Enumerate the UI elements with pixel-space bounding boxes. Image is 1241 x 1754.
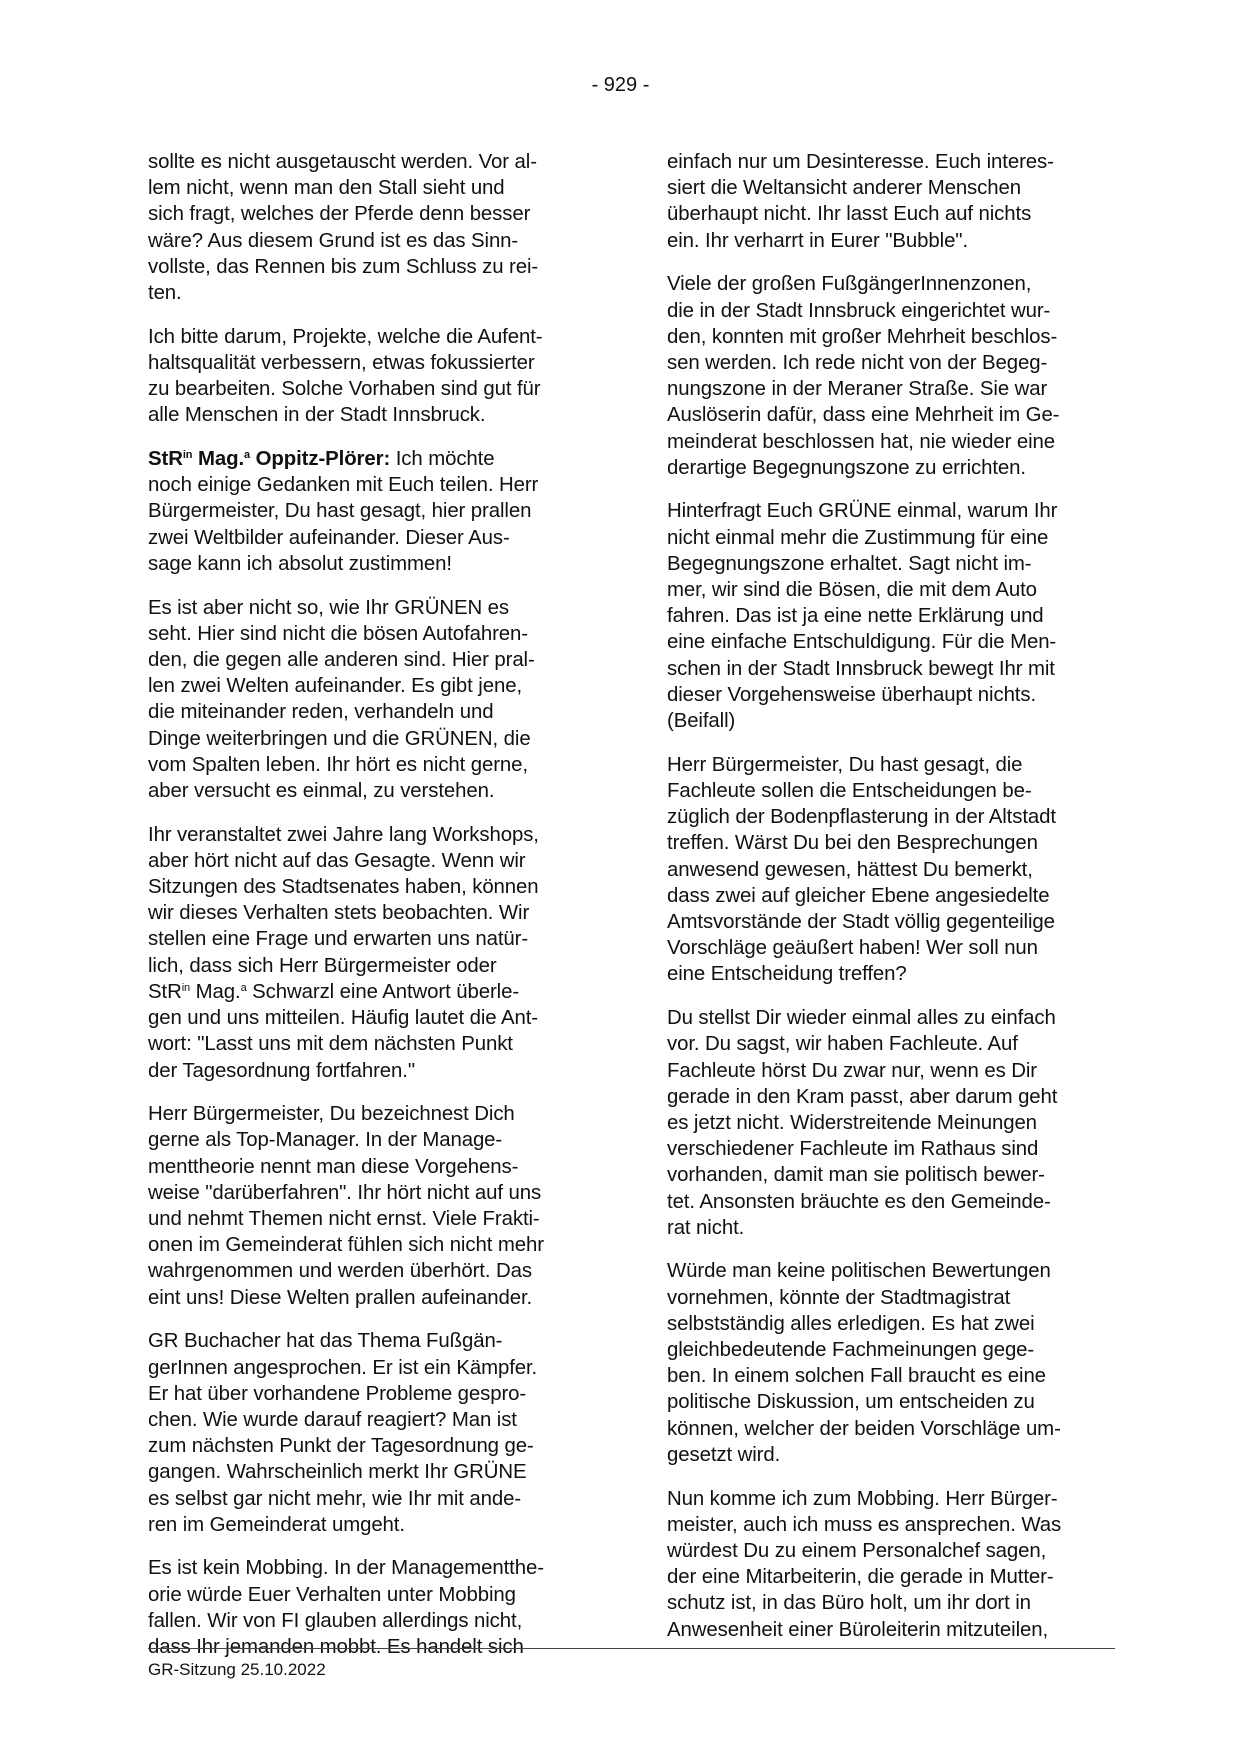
text-line: vor. Du sagst, wir haben Fachleute. Auf bbox=[667, 1033, 1018, 1056]
footer-session-date: GR-Sitzung 25.10.2022 bbox=[148, 1660, 326, 1679]
text-line: haltsqualität verbessern, etwas fokussierter bbox=[148, 351, 535, 374]
text-line: gerne als Top-Manager. In der Manage- bbox=[148, 1129, 503, 1152]
text-line: len zwei Welten aufeinander. Es gibt jene, bbox=[148, 675, 523, 698]
text-line: ten. bbox=[148, 282, 182, 305]
speaker-paragraph bbox=[148, 446, 601, 577]
text-line: Begegnungszone erhaltet. Sagt nicht im- bbox=[667, 552, 1032, 575]
text-line: zu bearbeiten. Solche Vorhaben sind gut für bbox=[148, 378, 541, 401]
text-line: fahren. Das ist ja eine nette Erklärung und bbox=[667, 605, 1044, 628]
text-line: zwei Weltbilder aufeinander. Dieser Aus- bbox=[148, 526, 510, 549]
text-line: Es ist kein Mobbing. In der Managementthe- bbox=[148, 1557, 544, 1580]
text-line: GR Buchacher hat das Thema Fußgän- bbox=[148, 1330, 503, 1353]
text-line: stellen eine Frage und erwarten uns natür- bbox=[148, 928, 529, 951]
text-line: fallen. Wir von FI glauben allerdings nicht, bbox=[148, 1609, 523, 1632]
text-line: ren im Gemeinderat umgeht. bbox=[148, 1513, 405, 1536]
paragraph bbox=[667, 271, 1120, 481]
text-line: sage kann ich absolut zustimmen! bbox=[148, 552, 452, 575]
text-line: der eine Mitarbeiterin, die gerade in Mutter- bbox=[667, 1566, 1054, 1589]
text-line: gerade in den Kram passt, aber darum geht bbox=[667, 1085, 1058, 1108]
text-line: Ich bitte darum, Projekte, welche die Aufent- bbox=[148, 325, 543, 348]
text-line: meister, auch ich muss es ansprechen. Was bbox=[667, 1513, 1062, 1536]
paragraph bbox=[667, 498, 1120, 734]
text-line: aber hört nicht auf das Gesagte. Wenn wir bbox=[148, 849, 526, 872]
text-line: den, konnten mit großer Mehrheit beschlos- bbox=[667, 325, 1058, 348]
text-line: Du stellst Dir wieder einmal alles zu einfach bbox=[667, 1007, 1056, 1030]
text-line: menttheorie nennt man diese Vorgehens- bbox=[148, 1155, 519, 1178]
text-line: siert die Weltansicht anderer Menschen bbox=[667, 177, 1021, 200]
text-line: der Tagesordnung fortfahren." bbox=[148, 1059, 415, 1082]
text-line: onen im Gemeinderat fühlen sich nicht mehr bbox=[148, 1234, 544, 1257]
text-line: und nehmt Themen nicht ernst. Viele Frakti- bbox=[148, 1208, 540, 1231]
text-line: würdest Du zu einem Personalchef sagen, bbox=[667, 1539, 1047, 1562]
text-line: schen in der Stadt Innsbruck bewegt Ihr mit bbox=[667, 657, 1055, 680]
paragraph bbox=[148, 822, 601, 1084]
text-line: wir dieses Verhalten stets beobachten. Wir bbox=[148, 902, 530, 925]
text-line: Ihr veranstaltet zwei Jahre lang Workshops, bbox=[148, 823, 539, 846]
text-line: Fachleute hörst Du zwar nur, wenn es Dir bbox=[667, 1059, 1037, 1082]
text-line: Anwesenheit einer Büroleiterin mitzuteilen, bbox=[667, 1618, 1049, 1641]
text-line: wort: "Lasst uns mit dem nächsten Punkt bbox=[148, 1033, 513, 1056]
text-line: die in der Stadt Innsbruck eingerichtet wur- bbox=[667, 299, 1051, 322]
text-line: vornehmen, könnte der Stadtmagistrat bbox=[667, 1286, 1011, 1309]
text-line: ein. Ihr verharrt in Eurer "Bubble". bbox=[667, 229, 969, 252]
text-line: mer, wir sind die Bösen, die mit dem Auto bbox=[667, 579, 1037, 602]
text-line: dass zwei auf gleicher Ebene angesiedelte bbox=[667, 884, 1050, 907]
text-line: Viele der großen FußgängerInnenzonen, bbox=[667, 273, 1032, 296]
text-line: lem nicht, wenn man den Stall sieht und bbox=[148, 177, 505, 200]
footer-divider bbox=[148, 1648, 1115, 1649]
text-line: derartige Begegnungszone zu errichten. bbox=[667, 456, 1026, 479]
text-line: gerInnen angesprochen. Er ist ein Kämpfer. bbox=[148, 1356, 538, 1379]
paragraph bbox=[148, 1555, 601, 1660]
paragraph bbox=[667, 752, 1120, 988]
text-line: vollste, das Rennen bis zum Schluss zu rei- bbox=[148, 255, 539, 278]
paragraph bbox=[148, 324, 601, 429]
text-line: sen werden. Ich rede nicht von der Begeg- bbox=[667, 351, 1048, 374]
text-line: gen und uns mitteilen. Häufig lautet die Ant- bbox=[148, 1007, 538, 1030]
text-line: anwesend gewesen, hättest Du bemerkt, bbox=[667, 858, 1033, 881]
speaker-name: StR$^{in}$ Mag.$^a$ Oppitz-Plörer: bbox=[148, 448, 391, 471]
text-line: Herr Bürgermeister, Du hast gesagt, die bbox=[667, 753, 1023, 776]
text-line: noch einige Gedanken mit Euch teilen. Herr bbox=[148, 474, 539, 497]
text-line: gesetzt wird. bbox=[667, 1443, 781, 1466]
text-line: nicht einmal mehr die Zustimmung für eine bbox=[667, 526, 1049, 549]
text-line: selbstständig alles erledigen. Es hat zwei bbox=[667, 1312, 1035, 1335]
text-line: treffen. Wärst Du bei den Besprechungen bbox=[667, 832, 1038, 855]
text-line: nungszone in der Meraner Straße. Sie war bbox=[667, 378, 1048, 401]
text-line: den, die gegen alle anderen sind. Hier pral- bbox=[148, 648, 535, 671]
text-line: zum nächsten Punkt der Tagesordnung ge- bbox=[148, 1435, 534, 1458]
text-line: aber versucht es einmal, zu verstehen. bbox=[148, 779, 495, 802]
text-line: Sitzungen des Stadtsenates haben, können bbox=[148, 876, 539, 899]
text-line: verschiedener Fachleute im Rathaus sind bbox=[667, 1138, 1039, 1161]
text-line: eine einfache Entschuldigung. Für die Men- bbox=[667, 631, 1057, 654]
text-line: Dinge weiterbringen und die GRÜNEN, die bbox=[148, 727, 531, 750]
text-line: Fachleute sollen die Entscheidungen be- bbox=[667, 779, 1032, 802]
text-line: dieser Vorgehensweise überhaupt nichts. bbox=[667, 683, 1037, 706]
text-line: vom Spalten leben. Ihr hört es nicht gerne, bbox=[148, 753, 528, 776]
text-line: wäre? Aus diesem Grund ist es das Sinn- bbox=[148, 229, 519, 252]
paragraph bbox=[148, 595, 601, 805]
text-line: Amtsvorstände der Stadt völlig gegenteilige bbox=[667, 910, 1055, 933]
text-line: können, welcher der beiden Vorschläge um- bbox=[667, 1417, 1061, 1440]
paragraph bbox=[667, 149, 1120, 254]
text-line: seht. Hier sind nicht die bösen Autofahren- bbox=[148, 622, 528, 645]
page-number: - 929 - bbox=[591, 74, 650, 96]
text-line: wahrgenommen und werden überhört. Das bbox=[148, 1260, 532, 1283]
text-line: (Beifall) bbox=[667, 710, 736, 733]
paragraph bbox=[667, 1486, 1120, 1643]
text-line: Vorschläge geäußert haben! Wer soll nun bbox=[667, 937, 1038, 960]
left-column bbox=[148, 149, 601, 1678]
text-line: Auslöserin dafür, dass eine Mehrheit im Ge- bbox=[667, 404, 1060, 427]
text-line: weise "darüberfahren". Ihr hört nicht auf uns bbox=[148, 1181, 542, 1204]
text-line: einfach nur um Desinteresse. Euch interes- bbox=[667, 151, 1054, 173]
text-line: StR$^{in}$ Mag.$^a$ Oppitz-Plörer: Ich möchte bbox=[148, 448, 495, 471]
text-line: Würde man keine politischen Bewertungen bbox=[667, 1260, 1051, 1283]
text-line: meinderat beschlossen hat, nie wieder eine bbox=[667, 430, 1055, 453]
text-line: die miteinander reden, verhandeln und bbox=[148, 701, 494, 724]
text-line: eint uns! Diese Welten prallen aufeinander. bbox=[148, 1286, 533, 1309]
paragraph bbox=[148, 1101, 601, 1311]
paragraph bbox=[667, 1258, 1120, 1468]
text-line: eine Entscheidung treffen? bbox=[667, 963, 907, 986]
text-line: Es ist aber nicht so, wie Ihr GRÜNEN es bbox=[148, 596, 509, 619]
text-line: orie würde Euer Verhalten unter Mobbing bbox=[148, 1583, 516, 1606]
text-line: Er hat über vorhandene Probleme gespro- bbox=[148, 1382, 527, 1405]
text-line: gleichbedeutende Fachmeinungen gege- bbox=[667, 1339, 1035, 1362]
text-line: sich fragt, welches der Pferde denn besser bbox=[148, 203, 531, 226]
text-line: chen. Wie wurde darauf reagiert? Man ist bbox=[148, 1408, 517, 1431]
paragraph bbox=[667, 1005, 1120, 1241]
text-line: sollte es nicht ausgetauscht werden. Vor al- bbox=[148, 151, 537, 173]
text-line: politische Diskussion, um entscheiden zu bbox=[667, 1391, 1035, 1414]
paragraph bbox=[148, 149, 601, 306]
text-line: züglich der Bodenpflasterung in der Altstadt bbox=[667, 806, 1056, 829]
text-line: Hinterfragt Euch GRÜNE einmal, warum Ihr bbox=[667, 500, 1058, 523]
text-line: tet. Ansonsten bräuchte es den Gemeinde- bbox=[667, 1190, 1051, 1213]
text-line: ben. In einem solchen Fall braucht es eine bbox=[667, 1365, 1046, 1388]
text-line: alle Menschen in der Stadt Innsbruck. bbox=[148, 404, 486, 427]
text-line: StR$^{in}$ Mag.$^a$ Schwarzl eine Antwort überle- bbox=[148, 980, 520, 1003]
text-line: dass Ihr jemanden mobbt. Es handelt sich bbox=[148, 1636, 524, 1659]
text-line: es jetzt nicht. Widerstreitende Meinungen bbox=[667, 1111, 1037, 1134]
text-line: Bürgermeister, Du hast gesagt, hier prallen bbox=[148, 500, 532, 523]
text-line: überhaupt nicht. Ihr lasst Euch auf nichts bbox=[667, 203, 1032, 226]
text-line: schutz ist, in das Büro holt, um ihr dort in bbox=[667, 1592, 1031, 1615]
text-line: Herr Bürgermeister, Du bezeichnest Dich bbox=[148, 1103, 515, 1126]
text-line: Nun komme ich zum Mobbing. Herr Bürger- bbox=[667, 1487, 1058, 1510]
text-line: gangen. Wahrscheinlich merkt Ihr GRÜNE bbox=[148, 1461, 527, 1484]
text-line: vorhanden, damit man sie politisch bewer- bbox=[667, 1164, 1045, 1187]
text-line: lich, dass sich Herr Bürgermeister oder bbox=[148, 954, 497, 977]
right-column bbox=[667, 149, 1120, 1660]
text-line: es selbst gar nicht mehr, wie Ihr mit ande- bbox=[148, 1487, 522, 1510]
paragraph bbox=[148, 1328, 601, 1538]
text-line: rat nicht. bbox=[667, 1216, 745, 1239]
